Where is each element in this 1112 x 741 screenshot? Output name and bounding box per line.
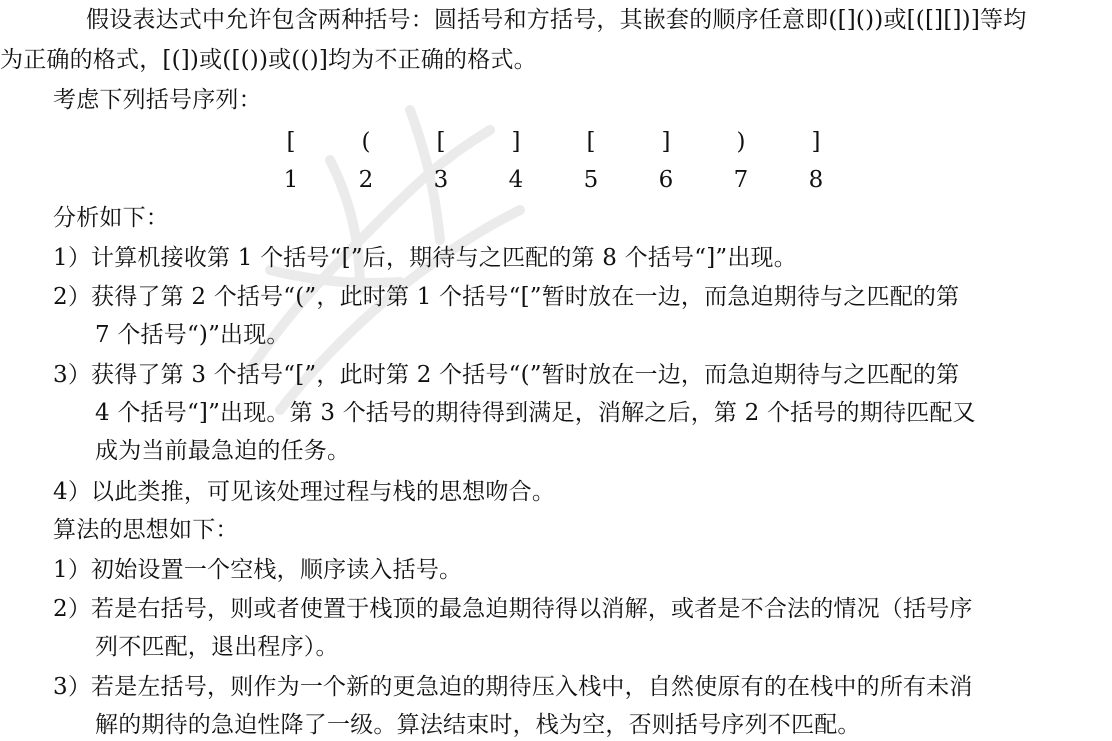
algorithm-item-2-line-2: 列不匹配，退出程序）。 — [95, 634, 339, 660]
analysis-item-2-line-2: 7 个括号“)”出现。 — [95, 322, 290, 348]
sequence-index: 7 — [733, 167, 749, 193]
analysis-item-3-line-1: 3）获得了第 3 个括号“[”，此时第 2 个括号“(”暂时放在一边，而急迫期待与之匹配的第 — [53, 362, 960, 388]
sequence-index: 3 — [433, 167, 449, 193]
sequence-bracket: ) — [736, 129, 746, 155]
sequence-index: 1 — [283, 167, 299, 193]
sequence-bracket: ] — [811, 129, 821, 155]
analysis-item-3-line-3: 成为当前最急迫的任务。 — [95, 438, 351, 464]
consider-label: 考虑下列括号序列： — [53, 87, 262, 113]
algorithm-item-2-line-1: 2）若是右括号，则或者使置于栈顶的最急迫期待得以消解，或者是不合法的情况（括号序 — [53, 596, 973, 622]
intro-line-1: 假设表达式中允许包含两种括号：圆括号和方括号，其嵌套的顺序任意即([]())或[([][])]等均 — [86, 7, 1027, 33]
sequence-bracket: [ — [436, 129, 446, 155]
intro-line-2: 为正确的格式，[(])或([())或(()]均为不正确的格式。 — [0, 47, 537, 73]
sequence-index: 5 — [583, 167, 599, 193]
analysis-item-4-line-1: 4）以此类推，可见该处理过程与栈的思想吻合。 — [53, 479, 556, 505]
algorithm-item-3-line-2: 解的期待的急迫性降了一级。算法结束时，栈为空，否则括号序列不匹配。 — [95, 712, 861, 738]
algorithm-item-1-line-1: 1）初始设置一个空栈，顺序读入括号。 — [53, 557, 463, 583]
sequence-bracket: ] — [661, 129, 671, 155]
sequence-bracket: ( — [361, 129, 371, 155]
sequence-index: 6 — [658, 167, 674, 193]
sequence-bracket: [ — [286, 129, 296, 155]
sequence-index: 2 — [358, 167, 374, 193]
sequence-bracket: [ — [586, 129, 596, 155]
sequence-index: 4 — [508, 167, 524, 193]
analysis-item-3-line-2: 4 个括号“]”出现。第 3 个括号的期待得到满足，消解之后，第 2 个括号的期待匹配又 — [95, 400, 976, 426]
algorithm-heading: 算法的思想如下： — [53, 517, 239, 543]
analysis-heading: 分析如下： — [53, 205, 169, 231]
algorithm-item-3-line-1: 3）若是左括号，则作为一个新的更急迫的期待压入栈中，自然使原有的在栈中的所有未消 — [53, 674, 973, 700]
analysis-item-1-line-1: 1）计算机接收第 1 个括号“[”后，期待与之匹配的第 8 个括号“]”出现。 — [53, 245, 797, 271]
analysis-item-2-line-1: 2）获得了第 2 个括号“(”，此时第 1 个括号“[”暂时放在一边，而急迫期待与之匹配的第 — [53, 284, 960, 310]
sequence-index: 8 — [808, 167, 824, 193]
sequence-bracket: ] — [511, 129, 521, 155]
